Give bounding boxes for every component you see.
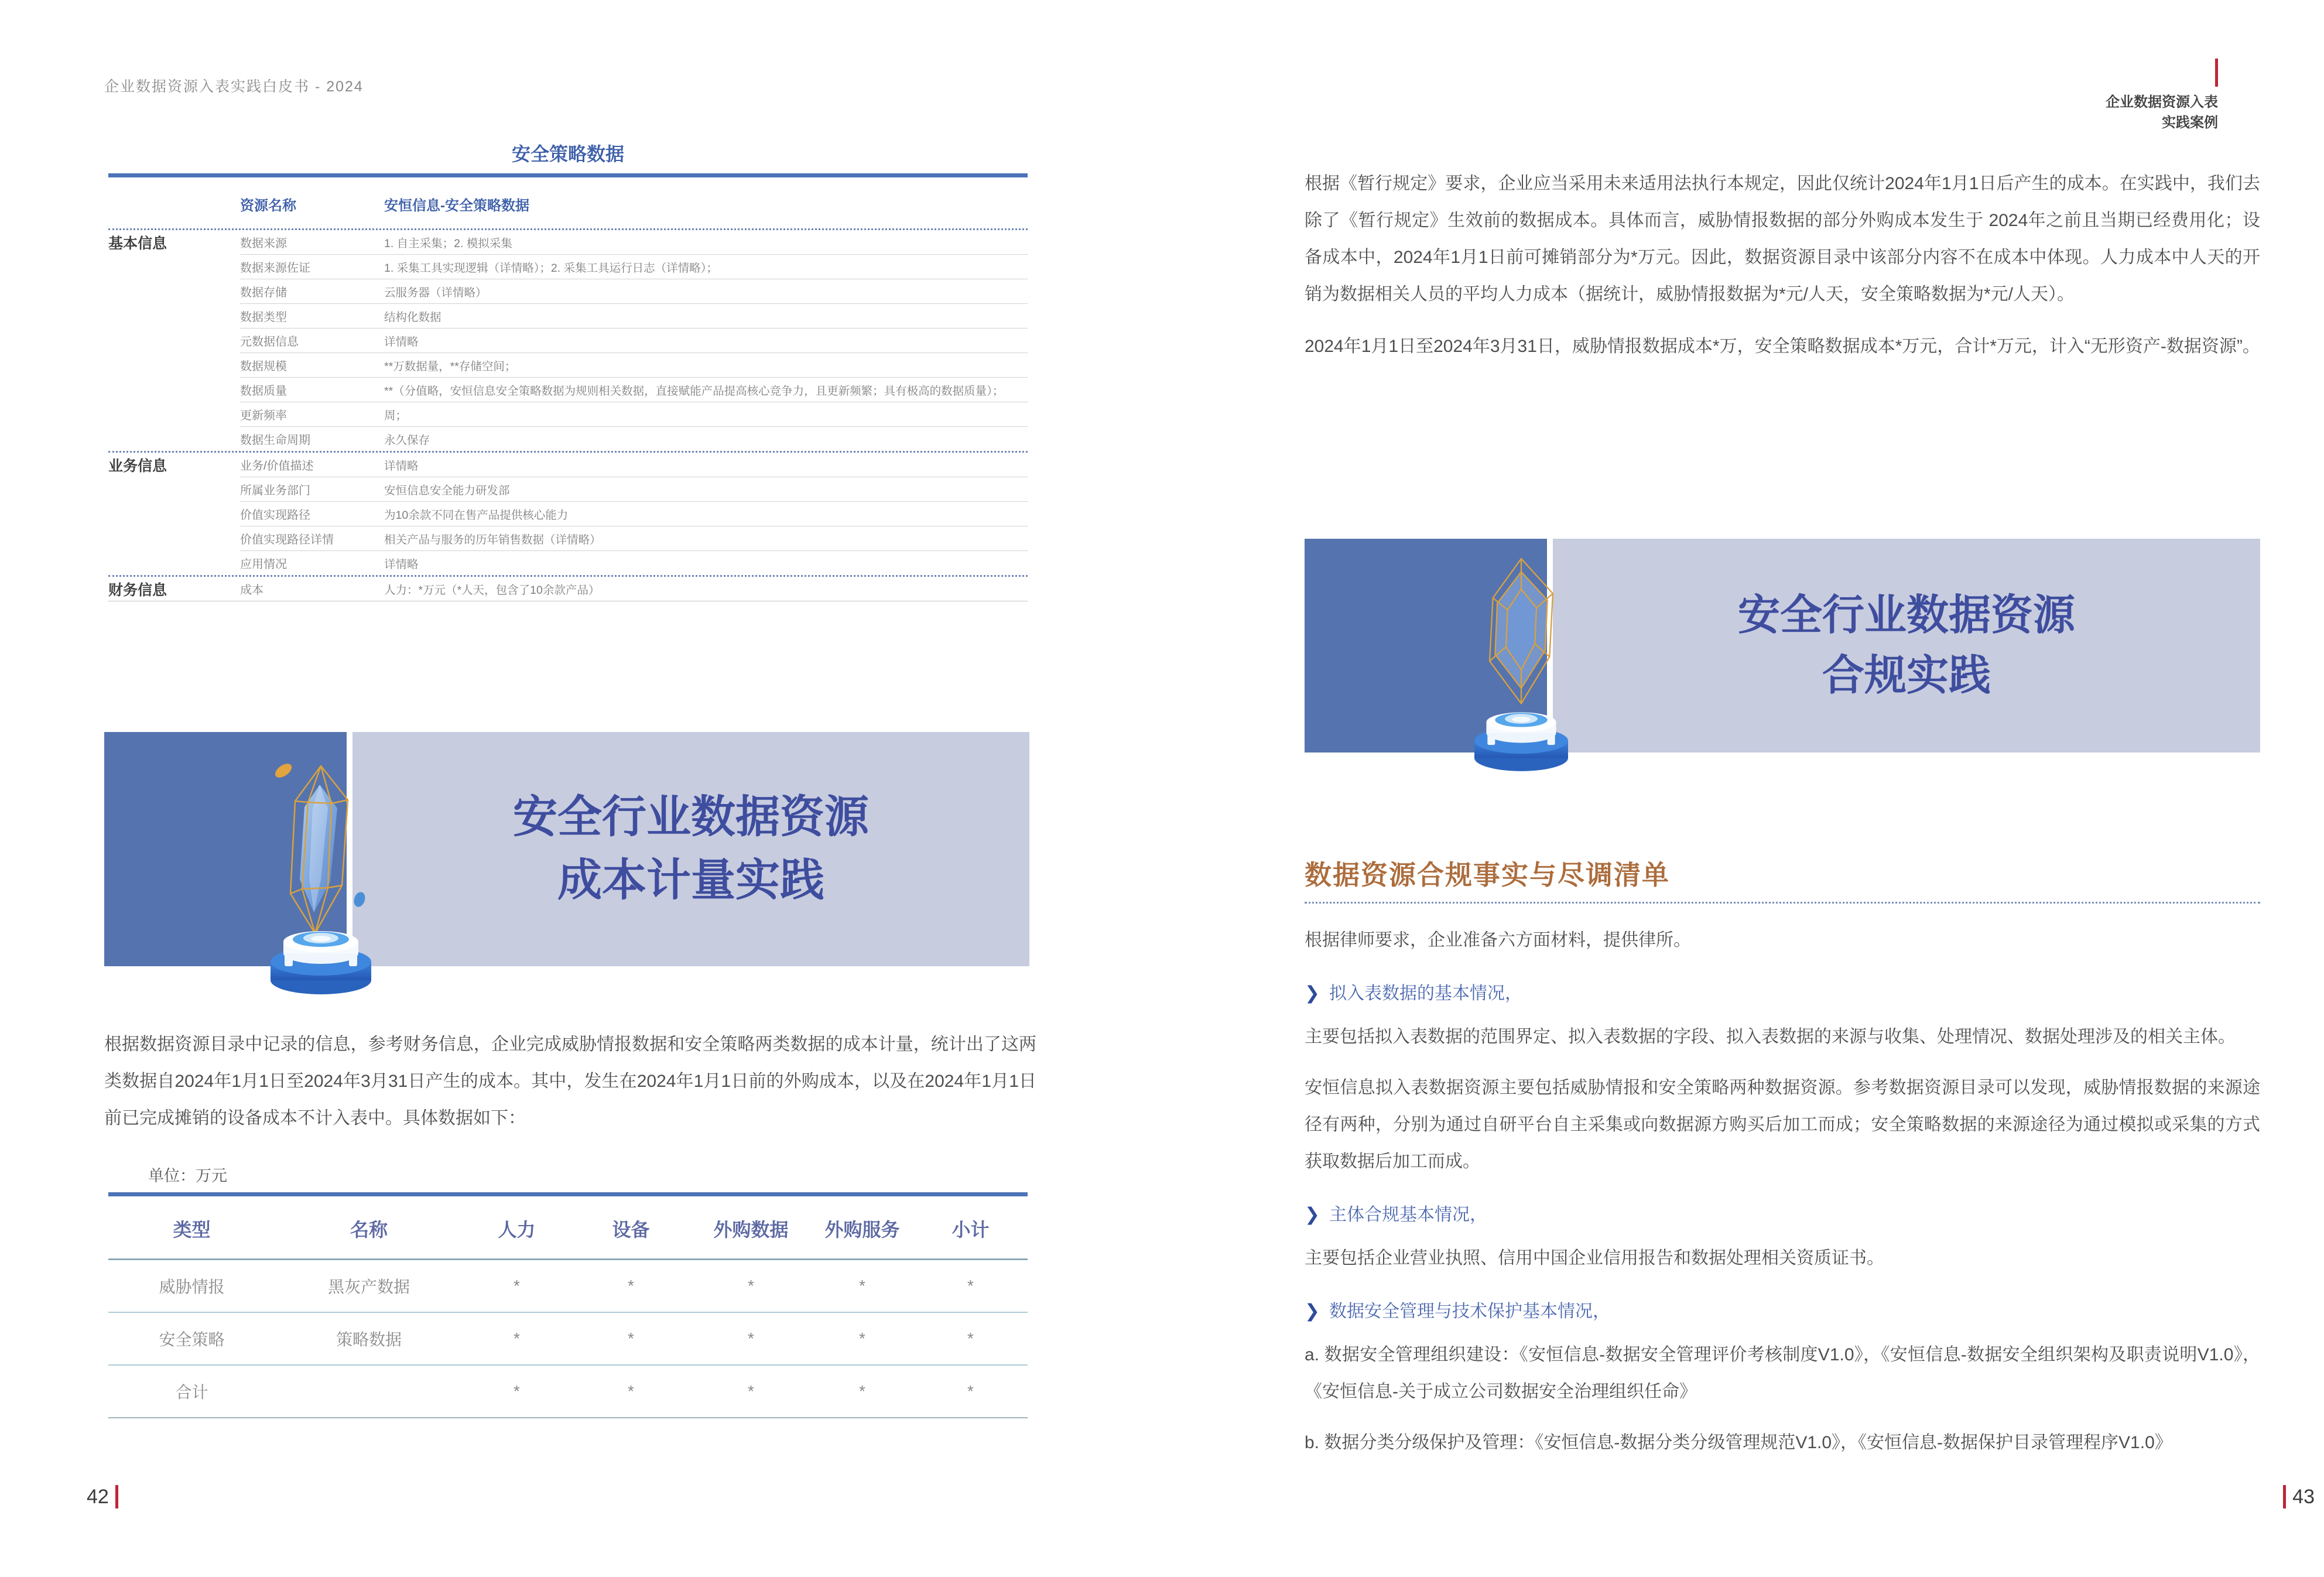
- attr-value: 1. 自主采集；2. 模拟采集: [384, 237, 512, 250]
- section-heading: 数据资源合规事实与尽调清单: [1305, 860, 1670, 890]
- resource-table: [108, 173, 1028, 601]
- table-row: [108, 477, 1028, 501]
- group-label: 基本信息: [108, 235, 167, 252]
- crystal-trophy-illustration: [230, 748, 412, 1000]
- attr-label: 所属业务部门: [240, 484, 310, 497]
- col-subtotal: 小计: [951, 1219, 990, 1240]
- group-label: 财务信息: [108, 581, 167, 598]
- page-number: 42: [87, 1485, 109, 1508]
- paragraph: 2024年1月1日至2024年3月31日，威胁情报数据成本*万，安全策略数据成本*万元，合计*万元，计入“无形资产-数据资源”。: [1305, 337, 2260, 356]
- chevron-right-icon: ❯: [1305, 1204, 1320, 1224]
- compliance-banner: [1305, 539, 2260, 752]
- table-bottom-rule: [108, 1417, 1028, 1418]
- table-row: [108, 255, 1028, 279]
- attr-label: 数据规模: [240, 360, 287, 373]
- attr-value: 1. 采集工具实现逻辑（详情略）；2. 采集工具运行日志（详情略）；: [384, 261, 718, 275]
- attr-label: 数据生命周期: [240, 434, 310, 447]
- attr-value: 为10余款不同在售产品提供核心能力: [384, 508, 569, 522]
- page-number: 43: [2292, 1485, 2315, 1508]
- podium-illustration: [271, 931, 371, 994]
- attr-label: 价值实现路径详情: [240, 533, 334, 546]
- paragraph: 主要包括企业营业执照、信用中国企业信用报告和数据处理相关资质证书。: [1305, 1248, 1884, 1268]
- podium-illustration: [1474, 712, 1568, 771]
- banner-title-line1: 安全行业数据资源: [1737, 592, 2075, 639]
- attr-value: 详情略: [384, 557, 419, 571]
- cost-compliance-text: [1305, 165, 2260, 380]
- attr-value: 云服务器（详情略）: [384, 286, 487, 299]
- blue-drop-icon: [352, 891, 367, 908]
- attr-label: 业务/价值描述: [240, 460, 314, 473]
- col-equipment: 设备: [612, 1219, 650, 1240]
- table-row: [108, 502, 1028, 526]
- attr-label: 价值实现路径: [240, 509, 310, 522]
- banner-body: [352, 732, 1029, 966]
- page-number-right: [2283, 1485, 2315, 1508]
- cost-row: 安全策略 策略数据 * * * * *: [159, 1329, 974, 1349]
- attr-label: 数据来源: [240, 237, 287, 250]
- bullet-item: [1305, 979, 2260, 1004]
- cost-table: [108, 1192, 1028, 1418]
- cost-row-total: 合计 * * * * *: [175, 1382, 974, 1401]
- banner-title: [513, 786, 869, 912]
- chevron-right-icon: ❯: [1305, 1301, 1320, 1321]
- paragraph: 根据《暂行规定》要求，企业应当采用未来适用法执行本规定，因此仅统计2024年1月1日后产生的成本。在实践中，我们去除了《暂行规定》生效前的数据成本。具体而言，威胁情报数据的部分外购成本发生于 2024年之前且当期已经费用化；设备成本中，2024年1月1日前可摊销部分为*万元。因此，数据资源目录中该部分内容不在成本中体现。人力成本中人天的开销为数据相关人员的平均人力成本（据统计，威胁情报数据为*元/人天，安全策略数据为*元/人天）。: [1305, 174, 2260, 304]
- table-row: [108, 279, 1028, 303]
- cost-banner: [104, 732, 1029, 966]
- running-header-left: 企业数据资源入表实践白皮书 - 2024: [104, 78, 364, 95]
- attr-value: 周；: [384, 409, 408, 422]
- attr-value: 永久保存: [384, 433, 430, 447]
- paragraph: b. 数据分类分级保护及管理：《安恒信息-数据分类分级管理规范V1.0》，《安恒信息-数据保护目录管理程序V1.0》: [1305, 1433, 2172, 1452]
- red-tick: [2283, 1485, 2286, 1508]
- table-row: [108, 526, 1028, 550]
- attr-value: 详情略: [384, 459, 419, 473]
- attr-value: 结构化数据: [384, 310, 441, 324]
- polyhedron-trophy-illustration: [1430, 543, 1612, 778]
- paragraph: a. 数据安全管理组织建设：《安恒信息-数据安全管理评价考核制度V1.0》，《安恒信息-数据安全组织架构及职责说明V1.0》，《安恒信息-关于成立公司数据安全治理组织任命》: [1305, 1345, 2260, 1401]
- attr-value: **万数据量，**存储空间；: [384, 360, 516, 373]
- attr-label: 数据类型: [240, 311, 287, 324]
- attr-value: 安恒信息安全能力研发部: [384, 484, 510, 497]
- table-row: [108, 402, 1028, 426]
- table-row: [108, 353, 1028, 377]
- banner-body: [1553, 539, 2260, 752]
- header-line1: 企业数据资源入表: [2106, 94, 2218, 110]
- table-top-rule: [108, 1192, 1028, 1196]
- attr-label: 成本: [240, 584, 263, 597]
- attr-label: 数据来源佐证: [240, 262, 310, 275]
- col-purchased-service: 外购服务: [824, 1219, 900, 1240]
- cost-table-header: [108, 1196, 1028, 1258]
- attr-label: 更新频率: [240, 409, 287, 422]
- banner-title-line2: 成本计量实践: [557, 856, 824, 905]
- table-top-rule: [108, 173, 1028, 177]
- paragraph: 安恒信息拟入表数据资源主要包括威胁情报和安全策略两种数据资源。参考数据资源目录可以发现，威胁情报数据的来源途径有两种，分别为通过自研平台自主采集或向数据源方购买后加工而成；安全策略数据的来源途径为通过模拟或采集的方式获取数据后加工而成。: [1305, 1078, 2260, 1171]
- paragraph: 主要包括拟入表数据的范围界定、拟入表数据的字段、拟入表数据的来源与收集、处理情况、数据处理涉及的相关主体。: [1305, 1027, 2236, 1046]
- chevron-right-icon: ❯: [1305, 983, 1320, 1003]
- table-row: [108, 453, 1028, 477]
- group-label: 业务信息: [108, 457, 167, 474]
- cost-paragraph: 根据数据资源目录中记录的信息，参考财务信息，企业完成威胁情报数据和安全策略两类数据的成本计量，统计出了这两类数据自2024年1月1日至2024年3月31日产生的成本。其中，发生在2024年1月1日前的外购成本，以及在2024年1月1日前已完成摊销的设备成本不计入表中。具体数据如下：: [104, 1035, 1036, 1128]
- banner-title-line2: 合规实践: [1822, 652, 1991, 699]
- resource-table-title: 安全策略数据: [511, 143, 624, 165]
- bullet-item: [1305, 1200, 2260, 1226]
- resource-name-value: 安恒信息-安全策略数据: [384, 198, 529, 214]
- table-row: [108, 427, 1028, 451]
- attr-label: 应用情况: [240, 558, 287, 571]
- section-dotted-rule: [1305, 902, 2260, 904]
- attr-label: 数据存储: [240, 286, 287, 299]
- gold-petal-icon: [273, 761, 295, 780]
- cost-row: 威胁情报 黑灰产数据 * * * * *: [159, 1277, 974, 1296]
- header-line2: 实践案例: [2162, 114, 2218, 131]
- running-header-right: [2106, 93, 2218, 134]
- banner-title: [1738, 586, 2075, 705]
- attr-value: 相关产品与服务的历年销售数据（详情略）: [384, 533, 601, 546]
- resource-table-header: [108, 177, 1028, 228]
- unit-label: 单位：万元: [148, 1167, 227, 1185]
- attr-label: 元数据信息: [240, 336, 299, 348]
- bullet-label: 拟入表数据的基本情况，: [1329, 984, 1522, 1003]
- attr-value: 详情略: [384, 335, 419, 348]
- page-right: [1162, 0, 2324, 1577]
- section-intro: 根据律师要求，企业准备六方面材料，提供律所。: [1305, 931, 1691, 950]
- page-number-left: [87, 1485, 118, 1508]
- col-labor: 人力: [498, 1219, 536, 1240]
- bullet-item: [1305, 1297, 2260, 1322]
- bullet-label: 数据安全管理与技术保护基本情况，: [1329, 1302, 1610, 1321]
- banner-title-line1: 安全行业数据资源: [513, 792, 869, 843]
- table-row: [108, 304, 1028, 328]
- table-row: [108, 329, 1028, 353]
- col-name: 名称: [350, 1219, 388, 1240]
- table-row: [108, 551, 1028, 575]
- bullet-label: 主体合规基本情况，: [1329, 1205, 1487, 1224]
- col-purchased-data: 外购数据: [713, 1219, 789, 1240]
- col-type: 类型: [173, 1219, 211, 1240]
- due-diligence-section: [1305, 922, 2260, 1475]
- table-row: [108, 230, 1028, 254]
- attr-label: 数据质量: [240, 385, 287, 398]
- red-tick: [115, 1485, 118, 1508]
- attr-value: 人力：*万元（*人天，包含了10余款产品）: [384, 583, 600, 597]
- red-tick: [2215, 59, 2218, 87]
- table-row: [108, 378, 1028, 402]
- table-row: [108, 577, 1028, 601]
- attr-value: **（分值略，安恒信息安全策略数据为规则相关数据，直接赋能产品提高核心竞争力，且更新频繁；具有极高的数据质量）；: [384, 384, 1004, 398]
- resource-name-label: 资源名称: [240, 198, 296, 214]
